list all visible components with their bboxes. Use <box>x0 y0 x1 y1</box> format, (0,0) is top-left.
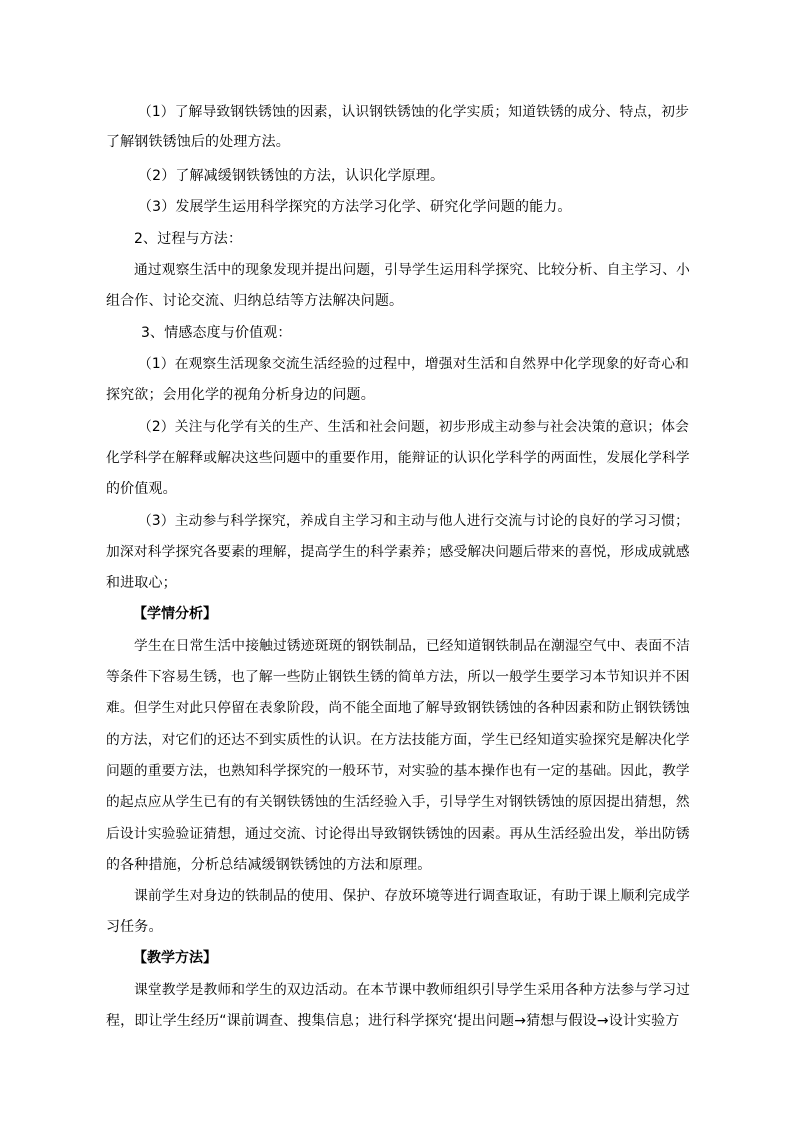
text-line: （2）关注与化学有关的生产、生活和社会问题，初步形成主动参与社会决策的意识；体会 <box>138 419 690 435</box>
text-line: 后设计实验验证猜想，通过交流、讨论得出导致钢铁锈蚀的因素。再从生活经验出发，举出防锈 <box>106 826 690 842</box>
text-line: （3）主动参与科学探究，养成自主学习和主动与他人进行交流与讨论的良好的学习习惯； <box>138 513 690 529</box>
text-line: 学生在日常生活中接触过锈迹斑斑的钢铁制品，已经知道钢铁制品在潮湿空气中、表面不洁 <box>134 638 691 654</box>
text-line: 加深对科学探究各要素的理解，提高学生的科学素养；感受解决问题后带来的喜悦，形成成就感 <box>106 544 690 560</box>
text-line: 课堂教学是教师和学生的双边活动。在本节课中教师组织引导学生采用各种方法参与学习过 <box>134 982 691 998</box>
text-line: 的价值观。 <box>106 481 177 497</box>
text-line: （2）了解减缓钢铁锈蚀的方法，认识化学原理。 <box>138 168 445 184</box>
text-line: （1）了解导致钢铁锈蚀的因素，认识钢铁锈蚀的化学实质；知道铁锈的成分、特点，初步 <box>138 104 690 120</box>
text-line: （1）在观察生活现象交流生活经验的过程中，增强对生活和自然界中化学现象的好奇心和 <box>138 356 690 372</box>
text-line: 探究欲；会用化学的视角分析身边的问题。 <box>106 387 375 403</box>
text-line: 课前学生对身边的铁制品的使用、保护、存放环境等进行调查取证，有助于课上顺利完成学 <box>134 888 691 904</box>
text-line: （3）发展学生运用科学探究的方法学习化学、研究化学问题的能力。 <box>138 199 572 215</box>
section-heading-teaching-methods: 【教学方法】 <box>133 950 217 966</box>
text-line: 和进取心； <box>106 575 177 591</box>
text-line: 组合作、讨论交流、归纳总结等方法解决问题。 <box>106 293 404 309</box>
text-line: 3、情感态度与价值观： <box>141 325 292 341</box>
text-line: 等条件下容易生锈，也了解一些防止钢铁生锈的简单方法，所以一般学生要学习本节知识并不困 <box>106 669 690 685</box>
text-line: 习任务。 <box>106 919 163 935</box>
text-line: 的起点应从学生已有的有关钢铁锈蚀的生活经验入手，引导学生对钢铁锈蚀的原因提出猜想，然 <box>106 794 690 810</box>
text-line: 化学科学在解释或解决这些问题中的重要作用，能辩证的认识化学科学的两面性，发展化学科学 <box>106 450 690 466</box>
text-line: 了解钢铁锈蚀后的处理方法。 <box>106 134 290 150</box>
text-line: 的方法，对它们的还达不到实质性的认识。在方法技能方面，学生已经知道实验探究是解决化学 <box>106 732 690 748</box>
text-line: 的各种措施，分析总结减缓钢铁锈蚀的方法和原理。 <box>106 857 432 873</box>
text-line: 问题的重要方法，也熟知科学探究的一般环节，对实验的基本操作也有一定的基础。因此，教学 <box>106 763 690 779</box>
text-line: 程，即让学生经历“课前调查、搜集信息；进行科学探究‘提出问题→猜想与假设→设计实验方 <box>106 1013 680 1029</box>
section-heading-learning-analysis: 【学情分析】 <box>133 606 217 622</box>
text-line: 2、过程与方法： <box>134 231 243 247</box>
text-line: 通过观察生活中的现象发现并提出问题，引导学生运用科学探究、比较分析、自主学习、小 <box>134 262 691 278</box>
text-line: 难。但学生对此只停留在表象阶段，尚不能全面地了解导致钢铁锈蚀的各种因素和防止钢铁锈蚀 <box>106 700 690 716</box>
